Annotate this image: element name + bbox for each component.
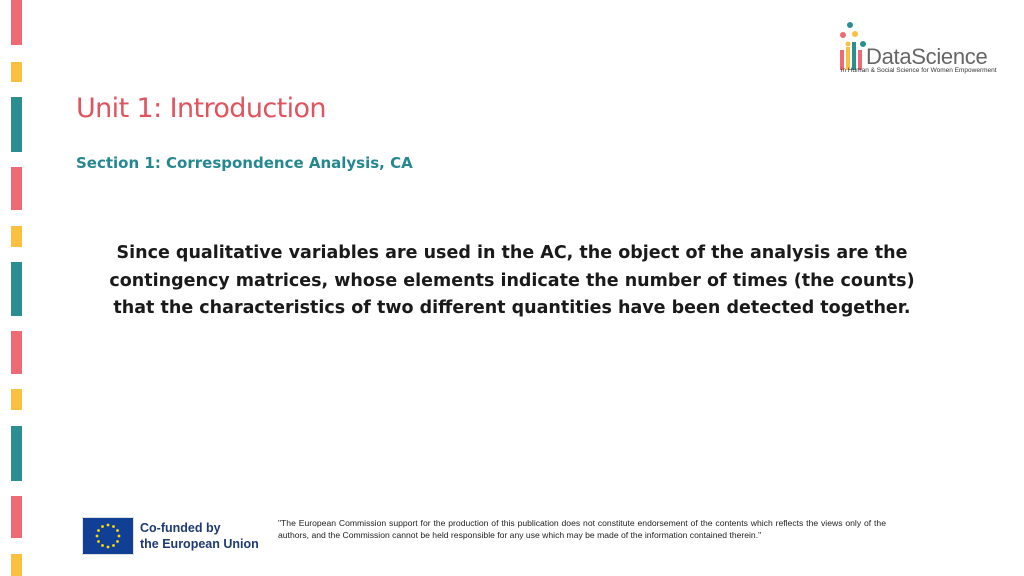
slide-title: Unit 1: Introduction [76,93,326,124]
logo-wordmark: DataScience [866,44,988,69]
side-bar-teal [11,426,22,481]
side-bar-yellow [11,389,22,410]
eu-disclaimer: "The European Commission support for the production of this publication does not constitute endorsement of the contents which reflects the views only of the authors, and the Commission cannot be held responsible for any use which may be made of the information contained therein." [278,518,886,540]
slide-body-text: Since qualitative variables are used in the AC, the object of the analysis are the contingency matrices, whose elements indicate the number of times (the counts) that the characteristics of two different quantities have been detected together. [109,243,915,318]
eu-cofunded-label [140,520,259,552]
side-bar-teal [11,97,22,152]
side-bar-yellow [11,226,22,247]
datascience-logo [836,20,1006,78]
side-bar-red [11,496,22,538]
side-bar-yellow [11,554,22,576]
side-bar-yellow [11,62,22,82]
eu-label-line2: the European Union [140,537,259,551]
side-bar-teal [11,262,22,316]
eu-label-line1: Co-funded by [140,521,221,535]
section-heading: Section 1: Correspondence Analysis, CA [76,154,413,172]
side-bar-red [11,167,22,210]
logo-tagline: in Human & Social Science for Women Empowerment [841,67,997,74]
eu-flag-icon [82,517,134,555]
side-bar-red [11,0,22,45]
side-bar-red [11,331,22,374]
